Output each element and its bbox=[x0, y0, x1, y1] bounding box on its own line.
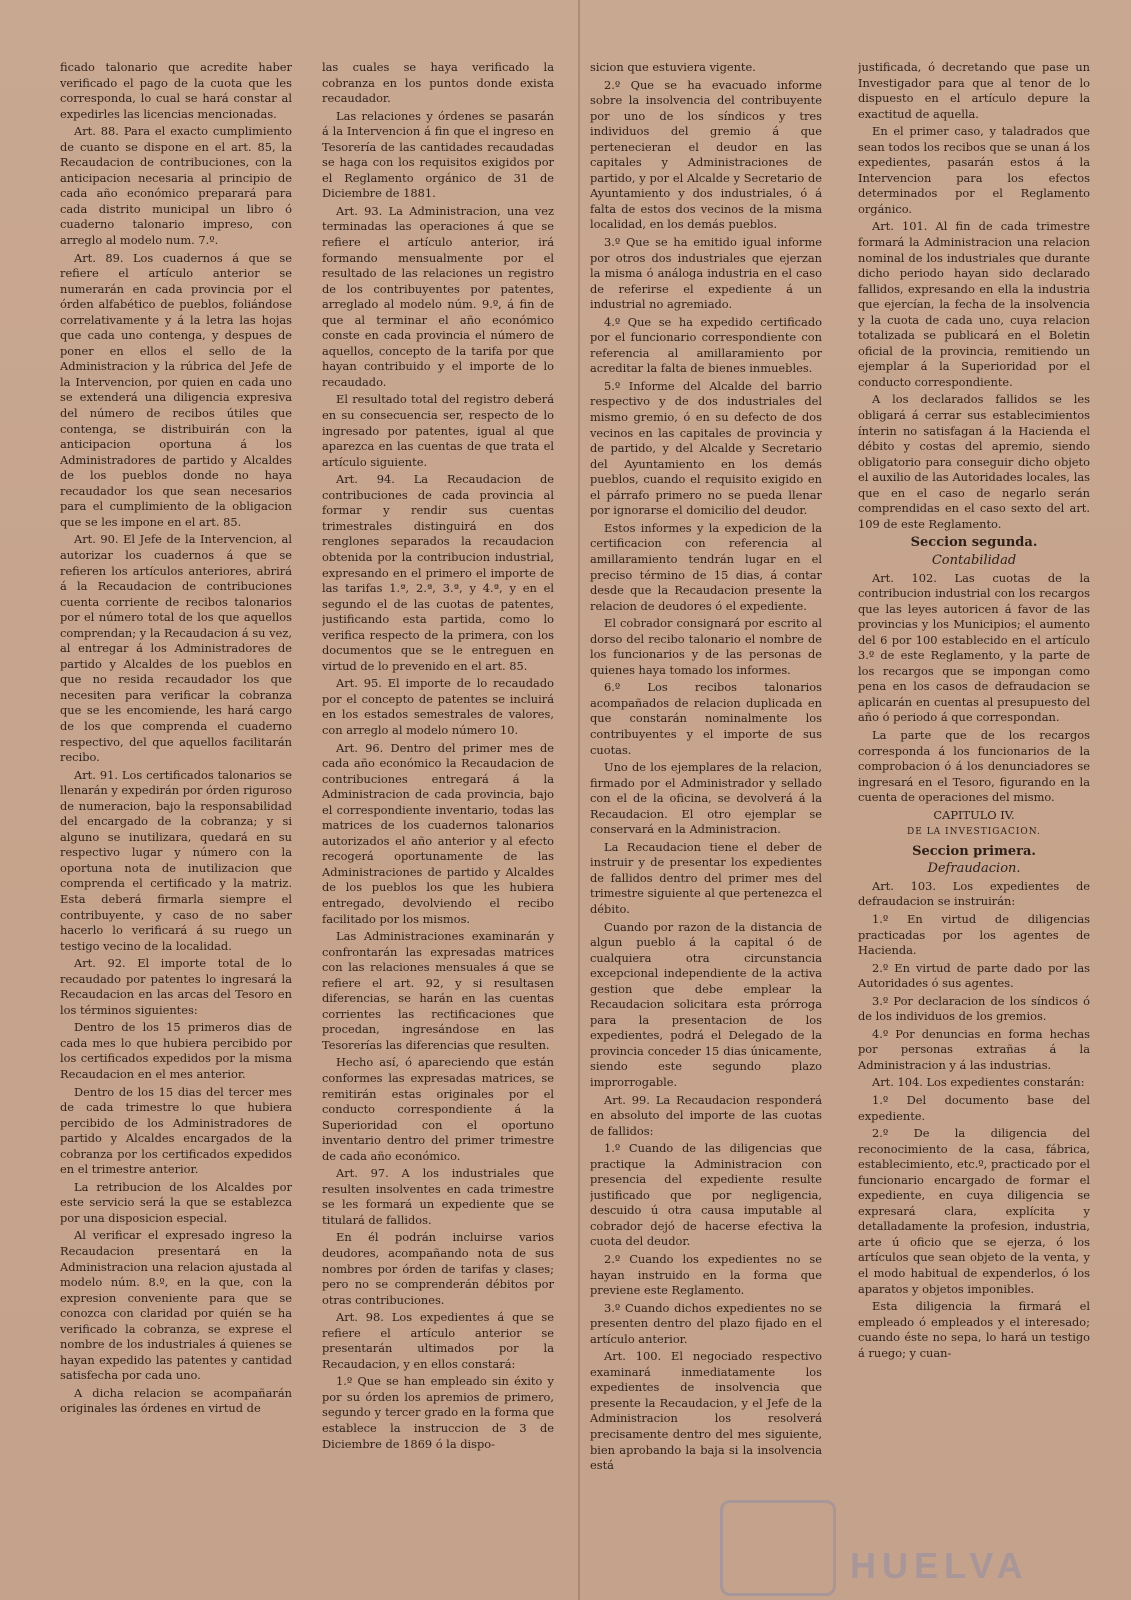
paragraph: 2.º En virtud de parte dado por las Autoridades ó sus agentes. bbox=[858, 960, 1090, 991]
paragraph: Art. 91. Los certificados talonarios se llenarán y expedirán por órden riguroso de numeracion, bajo la responsabilidad del encargado de la cobranza; y si alguno se inutilizara, quedará en su respectivo lugar y número con la oportuna nota de inutilizacion que comprenda el certificado y la matriz. Esta deberá firmarla siempre el contribuyente, y caso de no saber hacerlo lo verificará á su ruego un testigo vecino de la localidad. bbox=[60, 767, 292, 953]
paragraph: sicion que estuviera vigente. bbox=[590, 60, 756, 74]
column-3 bbox=[590, 60, 822, 1585]
paragraph: En el primer caso, y taladrados que sean todos los recibos que se unan á los expedientes, pasarán estos á la Intervencion para los efectos determinados por el Reglamento orgánico. bbox=[858, 124, 1090, 216]
page-fold bbox=[578, 0, 580, 1600]
paragraph: Art. 100. El negociado respectivo examinará inmediatamente los expedientes de insolvencia que presente la Recaudacion, y el Jefe de la Administracion los resolverá precisamente dentro del mes siguiente, bien aprobando la baja si la insolvencia está bbox=[590, 1349, 822, 1473]
paragraph: Estos informes y la expedicion de la certificacion con referencia al amillaramiento tendrán lugar en el preciso término de 15 dias, á contar desde que la Recaudacion presente la relacion de deudores ó el expediente. bbox=[590, 520, 822, 613]
column-1 bbox=[60, 60, 292, 1585]
paragraph: Art. 90. El Jefe de la Intervencion, al autorizar los cuadernos á que se refieren los artículos anteriores, abrirá á la Recaudacion de contribuciones cuenta corriente de recibos talonarios por el número total de los que aquellos comprendan; y la Recaudacion á su vez, al entregar á los Administradores de partido y Alcaldes de los pueblos en que no resida recaudador los que necesiten para verificar la cobranza que se les encomiende, les hará cargo de los que comprenda el cuaderno respectivo, del que aquellos facilitarán recibo. bbox=[60, 532, 292, 765]
paragraph: Art. 102. Las cuotas de la contribucion industrial con los recargos que las leyes autoricen á favor de las provincias y los Municipios; el aumento del 6 por 100 establecido en el artículo 3.º de este Reglamento, y la parte de los recargos que se impongan como pena en los casos de defraudacion se aplicarán en cuentas al presupuesto del año ó periodo á que correspondan. bbox=[858, 570, 1090, 725]
paragraph: 5.º Informe del Alcalde del barrio respectivo y de dos industriales del mismo gremio, ó en su defecto de dos vecinos en las capitales de provincia y de partido, y del Alcalde y Secretario del Ayuntamiento en los demás pueblos, cuando el requisito exigido en el párrafo primero no se pueda llenar por ignorarse el domicilio del deudor. bbox=[590, 378, 822, 518]
paragraph: Art. 93. La Administracion, una vez terminadas las operaciones á que se refiere el artículo anterior, irá formando mensualmente por el resultado de las relaciones un registro de los contribuyentes por patentes, arreglado al modelo núm. 9.º, á fin de que al terminar el año económico conste en cada provincia el número de aquellos, concepto de la tarifa por que hayan contribuido y el importe de lo recaudado. bbox=[322, 203, 554, 389]
column-2 bbox=[322, 60, 554, 1585]
paragraph: Art. 95. El importe de lo recaudado por el concepto de patentes se incluirá en los estados semestrales de valores, con arreglo al modelo número 10. bbox=[322, 676, 554, 737]
paragraph: Seccion primera. bbox=[912, 843, 1036, 859]
paragraph: Art. 101. Al fin de cada trimestre formará la Administracion una relacion nominal de los industriales que durante dicho periodo hayan sido declarado fallidos, expresando en ella la industria que ejercían, la fecha de la insolvencia y la cuota de cada uno, cuya relacion totalizada se publicará en el Boletin oficial de la provincia, remitiendo un ejemplar á la Superioridad por el conducto correspondiente. bbox=[858, 219, 1090, 389]
paragraph: Al verificar el expresado ingreso la Recaudacion presentará en la Administracion una relacion ajustada al modelo núm. 8.º, en la que, con la expresion conveniente para que se conozca con claridad por quién se ha verificado la cobranza, se exprese el nombre de los industriales á quienes se hayan expedido las patentes y cantidad satisfecha por cada uno. bbox=[60, 1228, 292, 1383]
archive-stamp-icon bbox=[720, 1500, 836, 1596]
paragraph: Art. 98. Los expedientes á que se refiere el artículo anterior se presentarán ultimados por la Recaudacion, y en ellos constará: bbox=[322, 1310, 554, 1371]
paragraph: 3.º Cuando dichos expedientes no se presenten dentro del plazo fijado en el artículo anterior. bbox=[590, 1300, 822, 1346]
paragraph: 1.º Que se han empleado sin éxito y por su órden los apremios de primero, segundo y tercer grado en la forma que establece la instruccion de 3 de Diciembre de 1869 ó la dispo- bbox=[322, 1374, 554, 1451]
paragraph: 3.º Por declaracion de los síndicos ó de los individuos de los gremios. bbox=[858, 993, 1090, 1024]
paragraph: 2.º De la diligencia del reconocimiento de la casa, fábrica, establecimiento, etc.º, practicado por el funcionario encargado de formar el expediente, en cuya diligencia se expresará clara, explícita y detalladamente la profesion, industria, arte ú oficio que se ejerza, ó los artículos que sean objeto de la venta, y el modo habitual de expenderlos, ó los aparatos y objetos imponibles. bbox=[858, 1126, 1090, 1296]
paragraph: A dicha relacion se acompañarán originales las órdenes en virtud de bbox=[60, 1385, 292, 1416]
paragraph: 1.º Cuando de las diligencias que practique la Administracion con presencia del expediente resulte justificado que por negligencia, descuido ú otra causa imputable al cobrador dejó de hacerse efectiva la cuota del deudor. bbox=[590, 1141, 822, 1249]
paragraph: Art. 104. Los expedientes constarán: bbox=[872, 1075, 1085, 1090]
paragraph: Art. 103. Los expedientes de defraudacion se instruirán: bbox=[858, 878, 1090, 909]
paragraph: Defraudacion. bbox=[927, 861, 1021, 877]
paragraph: Dentro de los 15 primeros dias de cada mes lo que hubiera percibido por los certificados expedidos por la misma Recaudacion en el mes anterior. bbox=[60, 1020, 292, 1081]
paragraph: 4.º Que se ha expedido certificado por el funcionario correspondiente con referencia al amillaramiento por acreditar la falta de bienes inmuebles. bbox=[590, 314, 822, 376]
paragraph: Seccion segunda. bbox=[910, 535, 1038, 551]
paragraph: 3.º Que se ha emitido igual informe por otros dos industriales que ejerzan la misma ó análoga industria en el caso de referirse el expediente á un industrial no agremiado. bbox=[590, 235, 822, 312]
paragraph: 2.º Que se ha evacuado informe sobre la insolvencia del contribuyente por uno de los síndicos y tres individuos del gremio á que pertenecieran el deudor en las capitales y Administraciones de partido, y por el Alcalde y Secretario de Ayuntamiento y dos industriales, ó á falta de estos dos vecinos de la misma localidad, en los demás pueblos. bbox=[590, 77, 822, 232]
paragraph: Art. 88. Para el exacto cumplimiento de cuanto se dispone en el art. 85, la Recaudacion de contribuciones, con la anticipacion necesaria al principio de cada año económico preparará para cada distrito municipal un libro ó cuaderno talonario impreso, con arreglo al modelo num. 7.º. bbox=[60, 124, 292, 248]
paragraph: El resultado total del registro deberá en su consecuencia ser, respecto de lo ingresado por patentes, igual al que aparezca en las cuentas de que trata el artículo siguiente. bbox=[322, 392, 554, 469]
paragraph: Art. 94. La Recaudacion de contribuciones de cada provincia al formar y rendir sus cuentas trimestrales distinguirá en dos renglones separados la recaudacion obtenida por la contribucion industrial, expresando en el primero el importe de las tarifas 1.ª, 2.ª, 3.ª, y 4.ª, y en el segundo el de las cuotas de patentes, justificando esta partida, como lo verifica respecto de la primera, con los documentos que se le entreguen en virtud de lo prevenido en el art. 85. bbox=[322, 472, 554, 673]
column-4 bbox=[858, 60, 1090, 1585]
paragraph: Las relaciones y órdenes se pasarán á la Intervencion á fin que el ingreso en Tesorería de las cantidades recaudadas se haga con los requisitos exigidos por el Reglamento orgánico de 31 de Diciembre de 1881. bbox=[322, 108, 554, 201]
paragraph: CAPITULO IV. bbox=[933, 807, 1015, 822]
paragraph: A los declarados fallidos se les obligará á cerrar sus establecimientos ínterin no satisfagan á la Hacienda el débito y costas del apremio, siendo obligatorio para conseguir dicho objeto el auxilio de las Autoridades locales, las que en el caso de negarlo serán comprendidas en el caso sexto del art. 109 de este Reglamento. bbox=[858, 392, 1090, 531]
paragraph: Art. 97. A los industriales que resulten insolventes en cada trimestre se les formará un expediente que se titulará de fallidos. bbox=[322, 1166, 554, 1227]
paragraph: Dentro de los 15 dias del tercer mes de cada trimestre lo que hubiera percibido de los Administradores de partido y Alcaldes encargados de la cobranza por los certificados expedidos en el trimestre anterior. bbox=[60, 1084, 292, 1177]
paragraph: Uno de los ejemplares de la relacion, firmado por el Administrador y sellado con el de la oficina, se devolverá á la Recaudacion. El otro ejemplar se conservará en la Administracion. bbox=[590, 760, 822, 837]
paragraph: Hecho así, ó apareciendo que están conformes las expresadas matrices, se remitirán estas originales por el conducto correspondiente á la Superioridad con el oportuno inventario dentro del primer trimestre de cada año económico. bbox=[322, 1055, 554, 1163]
paragraph: 2.º Cuando los expedientes no se hayan instruido en la forma que previene este Reglamento. bbox=[590, 1252, 822, 1298]
paragraph: ficado talonario que acredite haber verificado el pago de la cuota que les corresponda, lo cual se hará constar al expedirles las licencias mencionadas. bbox=[60, 60, 292, 121]
paragraph: En él podrán incluirse varios deudores, acompañando nota de sus nombres por órden de tarifas y clases; pero no se comprenderán débitos por otras contribuciones. bbox=[322, 1230, 554, 1307]
paragraph: las cuales se haya verificado la cobranza en los puntos donde exista recaudador. bbox=[322, 60, 554, 106]
paragraph: Esta diligencia la firmará el empleado ó empleados y el interesado; cuando éste no sepa, lo hará un testigo á ruego; y cuan- bbox=[858, 1299, 1090, 1360]
archive-watermark: HUELVA bbox=[850, 1545, 1029, 1586]
paragraph: Art. 89. Los cuadernos á que se refiere el artículo anterior se numerarán en cada provincia por el órden alfabético de pueblos, foliándose correlativamente y á la letra las hojas que cada uno contenga, y despues de poner en ellos el sello de la Administracion y la rúbrica del Jefe de la Intervencion, por quien en cada uno se extenderá una diligencia expresiva del número de recibos útiles que contenga, se distribuirán con la anticipacion oportuna á los Administradores de partido y Alcaldes de los pueblos donde no haya recaudador los que sean necesarios para el cumplimiento de la obligacion que se les impone en el art. 85. bbox=[60, 250, 292, 529]
paragraph: Cuando por razon de la distancia de algun pueblo á la capital ó de cualquiera otra circunstancia excepcional independiente de la activa gestion que debe emplear la Recaudacion solicitara esta prórroga para la presentacion de los expedientes, podrá el Delegado de la provincia conceder 15 dias únicamente, siendo este segundo plazo improrrogable. bbox=[590, 919, 822, 1089]
paragraph: Art. 99. La Recaudacion responderá en absoluto del importe de las cuotas de fallidos: bbox=[590, 1092, 822, 1138]
paragraph: Las Administraciones examinarán y confrontarán las expresadas matrices con las relaciones mensuales á que se refiere el art. 92, y si resultasen diferencias, se harán en las cuentas corrientes las rectificaciones que procedan, ingresándose en las Tesorerías las diferencias que resulten. bbox=[322, 929, 554, 1052]
paragraph: Contabilidad bbox=[931, 552, 1017, 568]
paragraph: 1.º Del documento base del expediente. bbox=[858, 1093, 1090, 1123]
paragraph: 1.º En virtud de diligencias practicadas por los agentes de Hacienda. bbox=[858, 911, 1090, 958]
paragraph: La parte que de los recargos corresponda á los funcionarios de la comprobacion ó á los denunciadores se ingresará en el Tesoro, figurando en la cuenta de operaciones del mismo. bbox=[858, 727, 1090, 805]
paragraph: El cobrador consignará por escrito al dorso del recibo talonario el nombre de los funcionarios y de las personas de quienes haya tomado los informes. bbox=[590, 616, 822, 677]
paragraph: Art. 92. El importe total de lo recaudado por patentes lo ingresará la Recaudacion en las arcas del Tesoro en los términos siguientes: bbox=[60, 956, 292, 1017]
paragraph: Art. 96. Dentro del primer mes de cada año económico la Recaudacion de contribuciones entregará á la Administracion de cada provincia, bajo el correspondiente inventario, todas las matrices de los cuadernos talonarios autorizados el año anterior y al efecto recogerá oportunamente de las Administraciones de partido y Alcaldes de los pueblos los que les hubiera entregado, devolviendo el recibo facilitado por los mismos. bbox=[322, 740, 554, 926]
paragraph: DE LA INVESTIGACION. bbox=[907, 827, 1041, 838]
paragraph: La Recaudacion tiene el deber de instruir y de presentar los expedientes de fallidos dentro del primer mes del trimestre siguiente al que pertenezca el débito. bbox=[590, 839, 822, 916]
paragraph: justificada, ó decretando que pase un Investigador para que al tenor de lo dispuesto en el artículo depure la exactitud de aquella. bbox=[858, 60, 1090, 121]
paragraph: La retribucion de los Alcaldes por este servicio será la que se establezca por una disposicion especial. bbox=[60, 1179, 292, 1225]
paragraph: 4.º Por denuncias en forma hechas por personas extrañas á la Administracion y á las industrias. bbox=[858, 1026, 1090, 1072]
paragraph: 6.º Los recibos talonarios acompañados de relacion duplicada en que constarán nominalmente los contribuyentes y el importe de sus cuotas. bbox=[590, 680, 822, 757]
